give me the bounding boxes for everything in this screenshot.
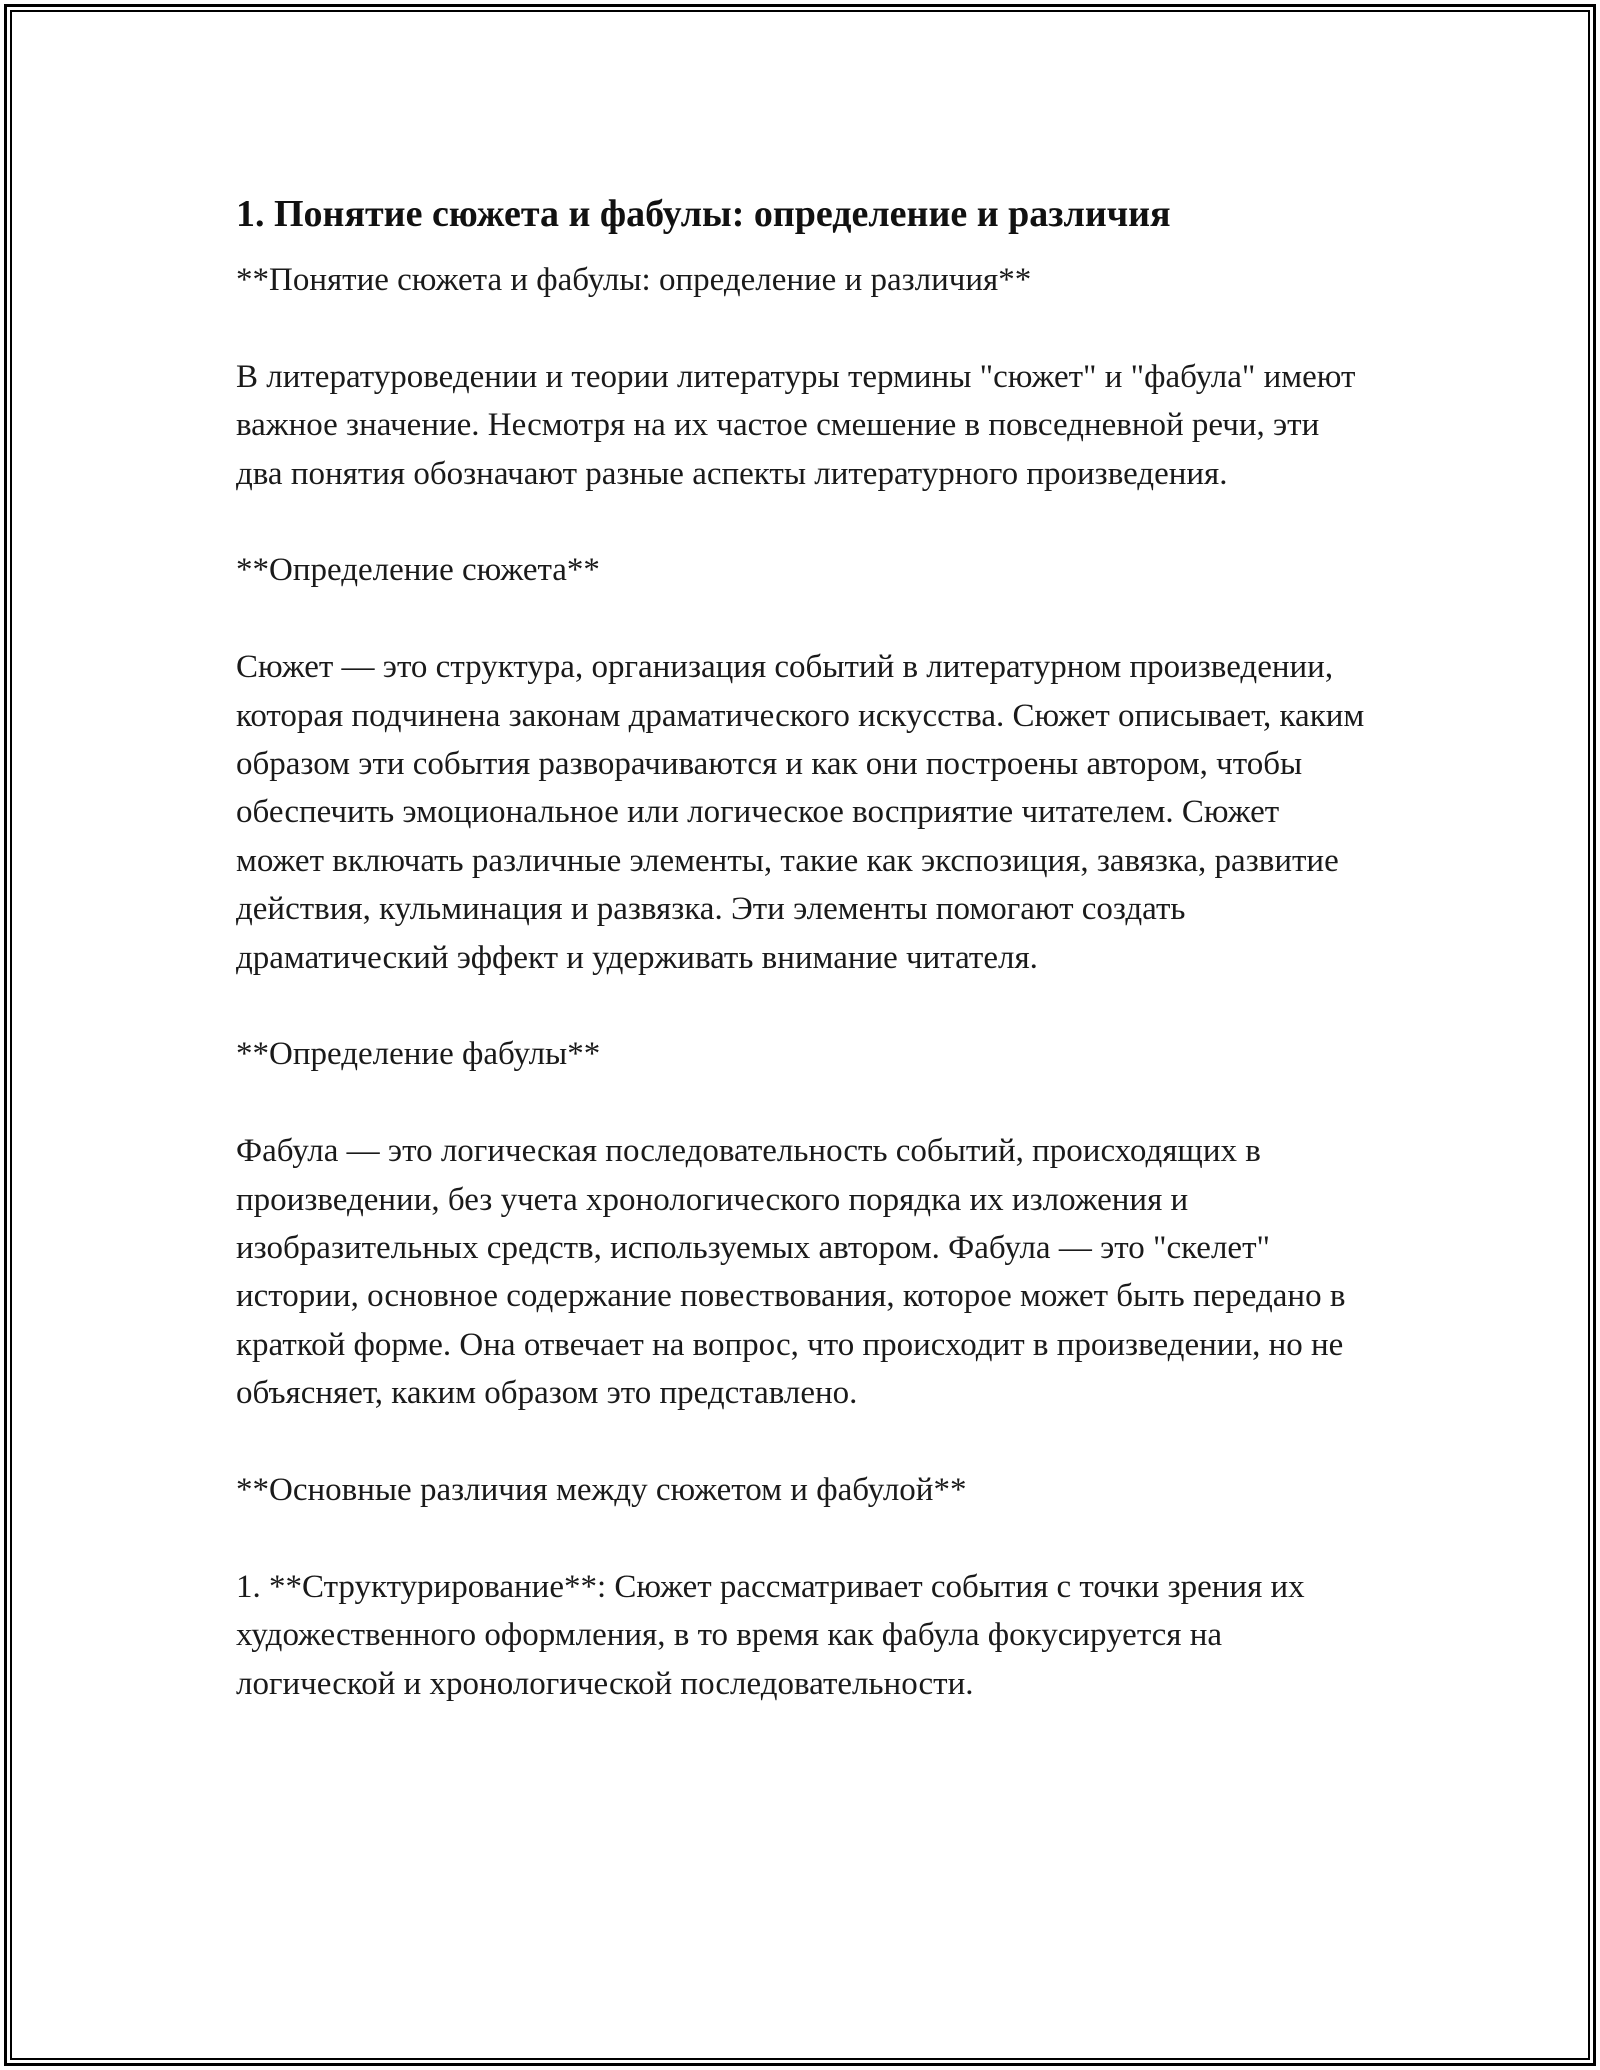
document-body: [236, 186, 1366, 1708]
paragraph-plot-heading: **Определение сюжета**: [236, 552, 600, 589]
paragraph-difference-1: 1. **Структурирование**: Сюжет рассматривает события с точки зрения их художественного оформления, в то время как фабула фокусируется на логической и хронологической последовательности.: [236, 1568, 1305, 1702]
paragraph-fabula-definition: Фабула — это логическая последовательность событий, происходящих в произведении, без учета хронологического порядка их изложения и изобразительных средств, используемых автором. Фабула — это "скелет" истории, основное содержание повествования, которое может быть передано в краткой форме. Она отвечает на вопрос, что происходит в произведении, но не объясняет, каким образом это представлено.: [236, 1133, 1346, 1412]
paragraph-bold-heading: **Понятие сюжета и фабулы: определение и различия**: [236, 262, 1032, 298]
paragraph-fabula-heading: **Определение фабулы**: [236, 1036, 601, 1073]
paragraph-intro: В литературоведении и теории литературы термины "сюжет" и "фабула" имеют важное значение. Несмотря на их частое смешение в повседневной речи, эти два понятия обозначают разные аспекты литературного произведения.: [236, 358, 1356, 492]
paragraph-differences-heading: **Основные различия между сюжетом и фабулой**: [236, 1472, 967, 1509]
paragraph-plot-definition: Сюжет — это структура, организация событий в литературном произведении, которая подчинена законам драматического искусства. Сюжет описывает, каким образом эти события разворачиваются и как они построены автором, чтобы обеспечить эмоциональное или логическое восприятие читателем. Сюжет может включать различные элементы, такие как экспозиция, завязка, развитие действия, кульминация и развязка. Эти элементы помогают создать драматический эффект и удерживать внимание читателя.: [236, 649, 1365, 976]
document-title: 1. Понятие сюжета и фабулы: определение и различия: [236, 193, 1171, 235]
